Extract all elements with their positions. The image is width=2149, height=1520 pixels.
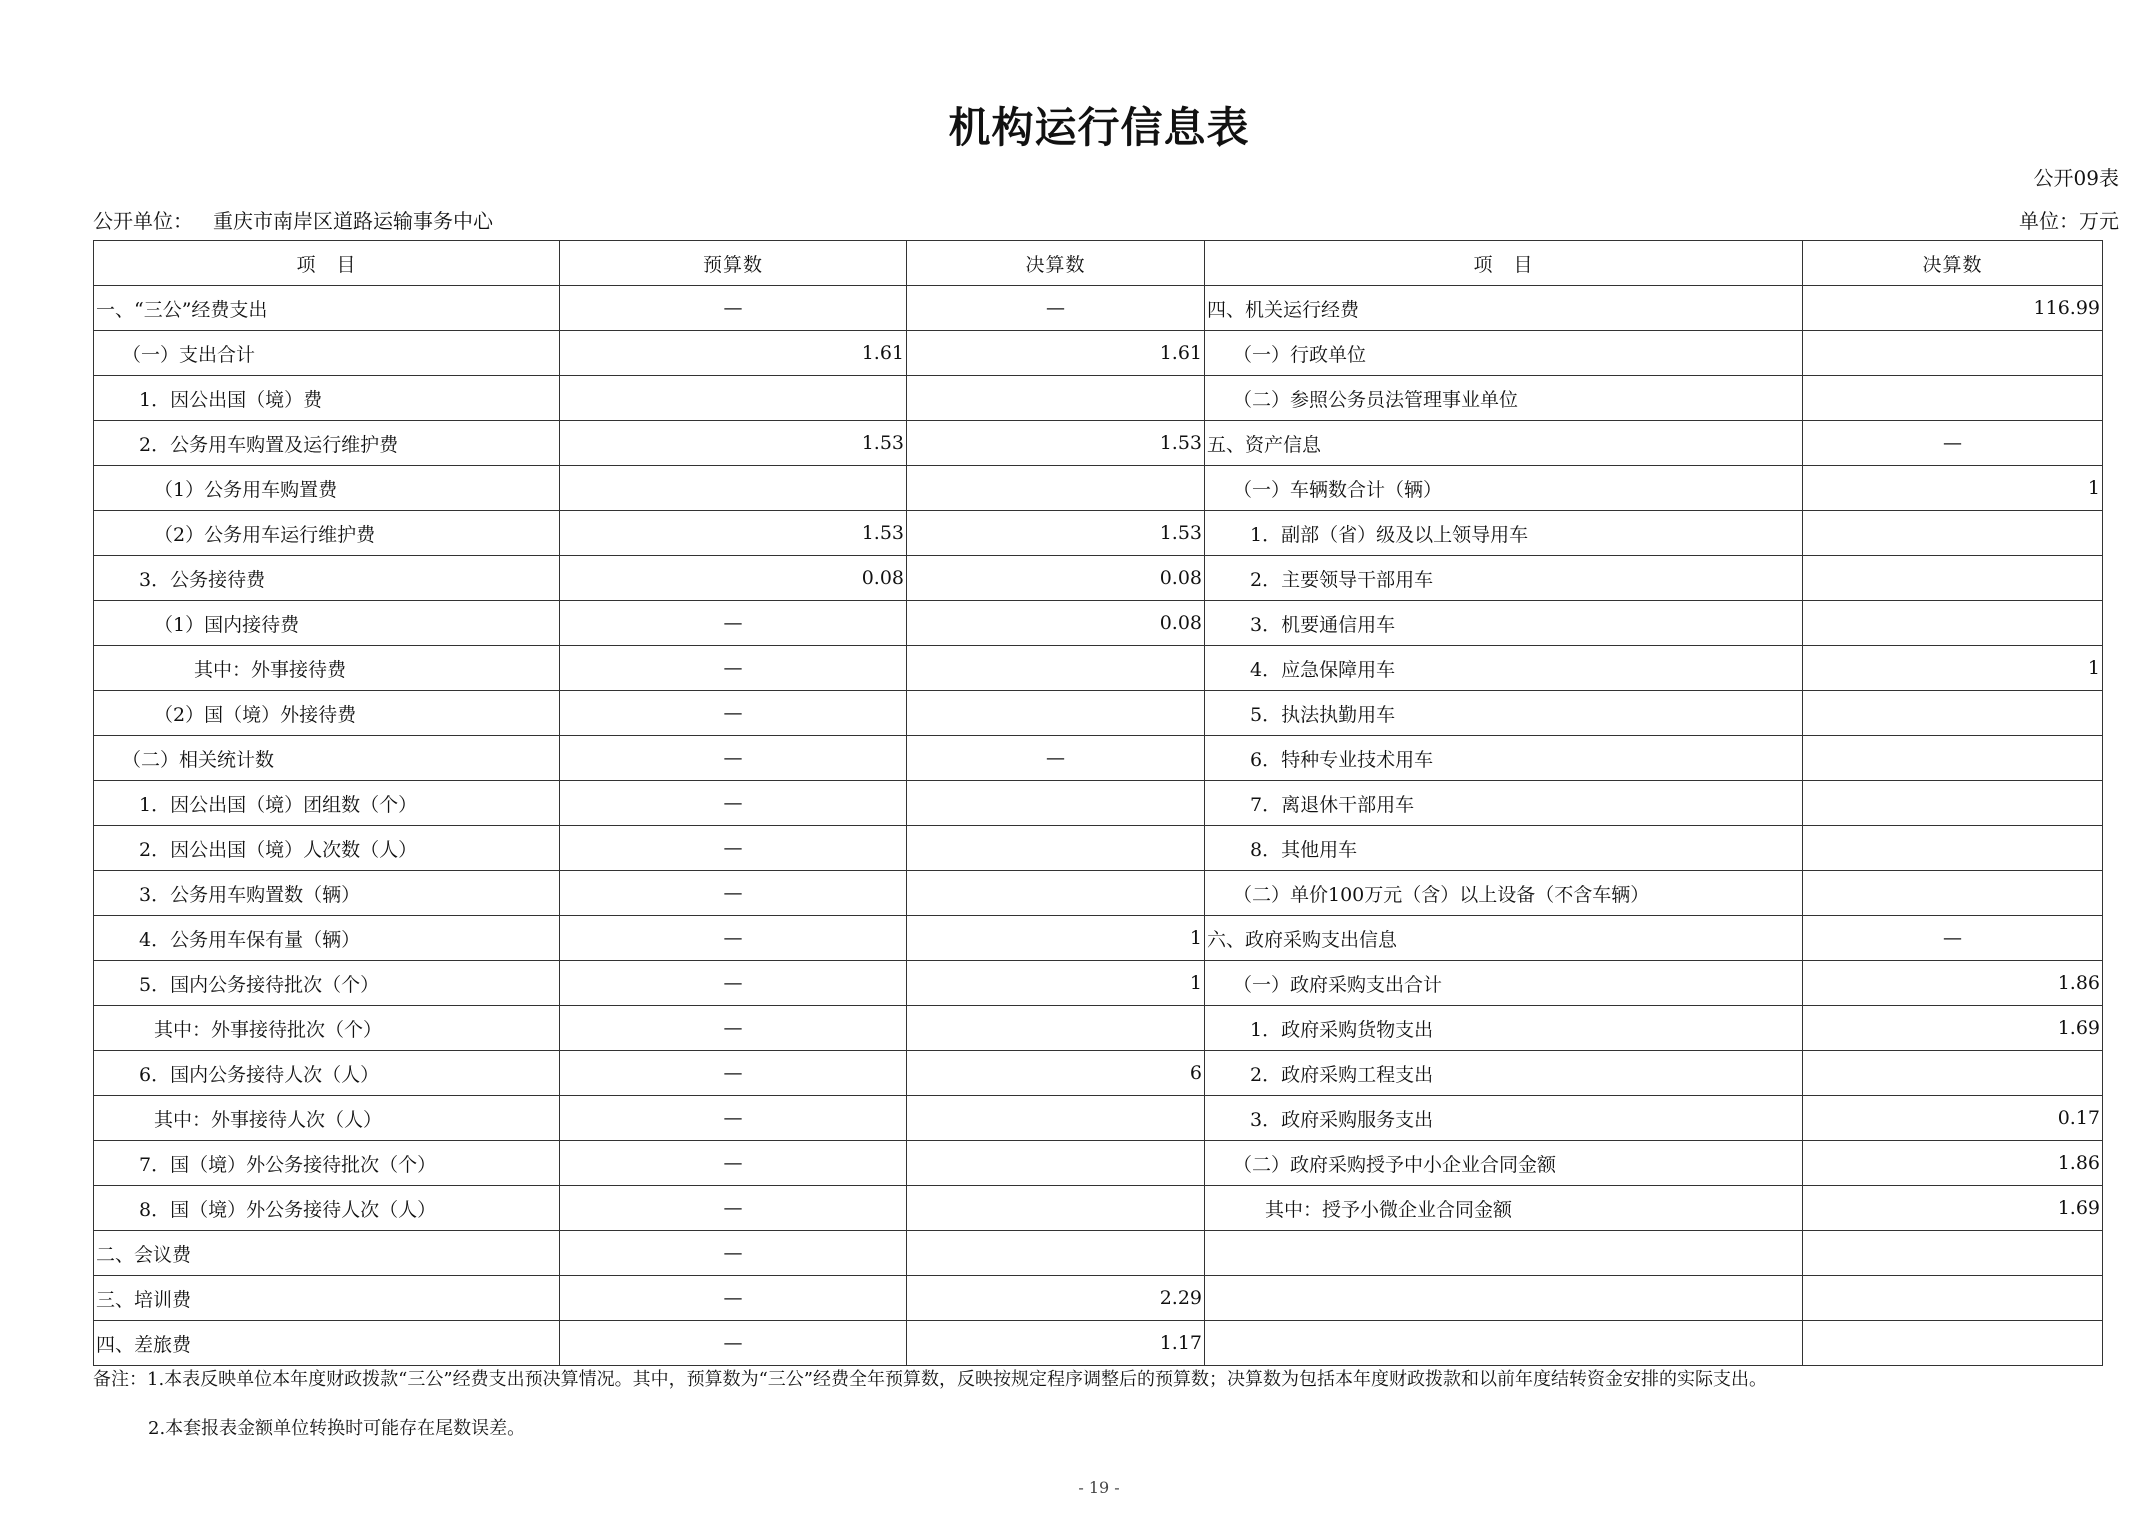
right-item-label: 6．特种专业技术用车 [1205,736,1803,781]
right-final-value: 1.86 [1803,1141,2103,1186]
final-value [907,1231,1205,1276]
right-final-value: 1.69 [1803,1186,2103,1231]
budget-value: — [560,691,907,736]
final-value: 1.53 [907,511,1205,556]
right-item-label: 其中：授予小微企业合同金额 [1205,1186,1803,1231]
left-item-label: （2）公务用车运行维护费 [94,511,560,556]
budget-value: — [560,1006,907,1051]
right-item-label: 3．机要通信用车 [1205,601,1803,646]
table-row [94,736,2103,781]
right-final-value: 0.17 [1803,1096,2103,1141]
budget-value: — [560,1141,907,1186]
right-final-value [1803,511,2103,556]
budget-value: 1.61 [560,331,907,376]
final-value [907,871,1205,916]
final-value: 1.53 [907,421,1205,466]
table-row [94,1186,2103,1231]
table-row [94,961,2103,1006]
right-item-label [1205,1231,1803,1276]
note-1: 备注：1.本表反映单位本年度财政拨款“三公”经费支出预决算情况。其中，预算数为“三公”经费全年预算数，反映按规定程序调整后的预算数；决算数为包括本年度财政拨款和以前年度结转资金安排的实际支出。 [93,1369,1767,1390]
final-value [907,376,1205,421]
right-item-label: 1．副部（省）级及以上领导用车 [1205,511,1803,556]
final-value: 6 [907,1051,1205,1096]
note-2: 2.本套报表金额单位转换时可能存在尾数误差。 [148,1418,526,1439]
table-row [94,646,2103,691]
budget-value: — [560,736,907,781]
right-item-label: 1．政府采购货物支出 [1205,1006,1803,1051]
left-item-label: 8．国（境）外公务接待人次（人） [94,1186,560,1231]
left-item-label: （1）公务用车购置费 [94,466,560,511]
right-final-value [1803,1321,2103,1366]
table-row [94,1051,2103,1096]
page-number: - 19 - [1078,1478,1120,1497]
left-item-label: 7．国（境）外公务接待批次（个） [94,1141,560,1186]
budget-value: — [560,286,907,331]
budget-value: — [560,1276,907,1321]
left-item-label: （2）国（境）外接待费 [94,691,560,736]
final-value: — [907,286,1205,331]
right-final-value [1803,601,2103,646]
right-final-value [1803,1051,2103,1096]
budget-value: — [560,961,907,1006]
header-final-right: 决算数 [1803,241,2103,286]
right-item-label: （一）政府采购支出合计 [1205,961,1803,1006]
final-value [907,691,1205,736]
budget-value [560,376,907,421]
header-item-left: 项 目 [94,241,560,286]
table-row [94,691,2103,736]
header-final-left: 决算数 [907,241,1205,286]
final-value: 1 [907,961,1205,1006]
right-item-label [1205,1276,1803,1321]
final-value [907,1141,1205,1186]
table-row [94,1276,2103,1321]
right-item-label: 7．离退休干部用车 [1205,781,1803,826]
table-row [94,286,2103,331]
left-item-label: 其中：外事接待费 [94,646,560,691]
right-final-value [1803,556,2103,601]
budget-value: — [560,1186,907,1231]
final-value: 1.61 [907,331,1205,376]
right-item-label: 2．政府采购工程支出 [1205,1051,1803,1096]
right-item-label: 六、政府采购支出信息 [1205,916,1803,961]
budget-value: — [560,646,907,691]
table-row [94,556,2103,601]
right-item-label: （二）参照公务员法管理事业单位 [1205,376,1803,421]
final-value [907,1186,1205,1231]
left-item-label: （二）相关统计数 [94,736,560,781]
right-item-label: （二）政府采购授予中小企业合同金额 [1205,1141,1803,1186]
right-final-value [1803,781,2103,826]
right-final-value [1803,736,2103,781]
budget-value [560,466,907,511]
final-value [907,1006,1205,1051]
final-value: 0.08 [907,556,1205,601]
right-final-value [1803,826,2103,871]
left-item-label: 其中：外事接待批次（个） [94,1006,560,1051]
left-item-label: 1．因公出国（境）团组数（个） [94,781,560,826]
budget-value: — [560,1321,907,1366]
table-row [94,331,2103,376]
reporting-unit [93,205,493,234]
left-item-label: （1）国内接待费 [94,601,560,646]
header-budget: 预算数 [560,241,907,286]
right-item-label: （一）车辆数合计（辆） [1205,466,1803,511]
budget-value: 1.53 [560,511,907,556]
budget-value: 0.08 [560,556,907,601]
right-final-value: 116.99 [1803,286,2103,331]
table-row [94,511,2103,556]
left-item-label: 三、培训费 [94,1276,560,1321]
final-value: 2.29 [907,1276,1205,1321]
left-item-label: 2．因公出国（境）人次数（人） [94,826,560,871]
right-final-value: 1.69 [1803,1006,2103,1051]
right-item-label: （一）行政单位 [1205,331,1803,376]
budget-value: — [560,781,907,826]
table-row [94,466,2103,511]
final-value: 1.17 [907,1321,1205,1366]
right-item-label: 5．执法执勤用车 [1205,691,1803,736]
final-value: — [907,736,1205,781]
header-item-right: 项 目 [1205,241,1803,286]
table-row [94,1231,2103,1276]
left-item-label: 5．国内公务接待批次（个） [94,961,560,1006]
table-row [94,871,2103,916]
page-title: 机构运行信息表 [948,103,1250,152]
budget-value: — [560,601,907,646]
right-item-label: （二）单价100万元（含）以上设备（不含车辆） [1205,871,1803,916]
final-value [907,826,1205,871]
left-item-label: 2．公务用车购置及运行维护费 [94,421,560,466]
budget-value: 1.53 [560,421,907,466]
right-final-value [1803,1276,2103,1321]
table-row [94,421,2103,466]
budget-value: — [560,1096,907,1141]
final-value [907,466,1205,511]
right-item-label: 3．政府采购服务支出 [1205,1096,1803,1141]
budget-value: — [560,916,907,961]
right-item-label: 4．应急保障用车 [1205,646,1803,691]
table-row [94,376,2103,421]
left-item-label: （一）支出合计 [94,331,560,376]
budget-value: — [560,1231,907,1276]
table-row [94,781,2103,826]
right-item-label: 8．其他用车 [1205,826,1803,871]
left-item-label: 4．公务用车保有量（辆） [94,916,560,961]
unit-name: 重庆市南岸区道路运输事务中心 [213,209,493,233]
right-final-value: — [1803,421,2103,466]
left-item-label: 1．因公出国（境）费 [94,376,560,421]
table-body [94,286,2103,1366]
table-row [94,601,2103,646]
unit-label: 公开单位： [93,209,193,233]
table-row [94,1096,2103,1141]
right-final-value: 1 [1803,646,2103,691]
left-item-label: 二、会议费 [94,1231,560,1276]
notes [93,1366,2133,1442]
right-item-label: 2．主要领导干部用车 [1205,556,1803,601]
right-final-value: 1.86 [1803,961,2103,1006]
left-item-label: 6．国内公务接待人次（人） [94,1051,560,1096]
budget-value: — [560,1051,907,1096]
right-item-label [1205,1321,1803,1366]
left-item-label: 其中：外事接待人次（人） [94,1096,560,1141]
final-value [907,1096,1205,1141]
table-header-row [94,241,2103,286]
final-value: 1 [907,916,1205,961]
right-item-label: 五、资产信息 [1205,421,1803,466]
left-item-label: 3．公务用车购置数（辆） [94,871,560,916]
right-final-value [1803,871,2103,916]
form-code: 公开09表 [2033,166,2119,190]
info-table [93,240,2103,1366]
final-value [907,781,1205,826]
right-final-value: 1 [1803,466,2103,511]
left-item-label: 一、“三公”经费支出 [94,286,560,331]
right-final-value [1803,691,2103,736]
table-row [94,916,2103,961]
table-row [94,1141,2103,1186]
currency-unit: 单位：万元 [2019,209,2119,233]
right-item-label: 四、机关运行经费 [1205,286,1803,331]
table-row [94,1006,2103,1051]
right-final-value [1803,331,2103,376]
left-item-label: 3．公务接待费 [94,556,560,601]
table-row [94,1321,2103,1366]
right-final-value [1803,376,2103,421]
budget-value: — [560,871,907,916]
budget-value: — [560,826,907,871]
right-final-value: — [1803,916,2103,961]
right-final-value [1803,1231,2103,1276]
table-row [94,826,2103,871]
final-value [907,646,1205,691]
left-item-label: 四、差旅费 [94,1321,560,1366]
final-value: 0.08 [907,601,1205,646]
